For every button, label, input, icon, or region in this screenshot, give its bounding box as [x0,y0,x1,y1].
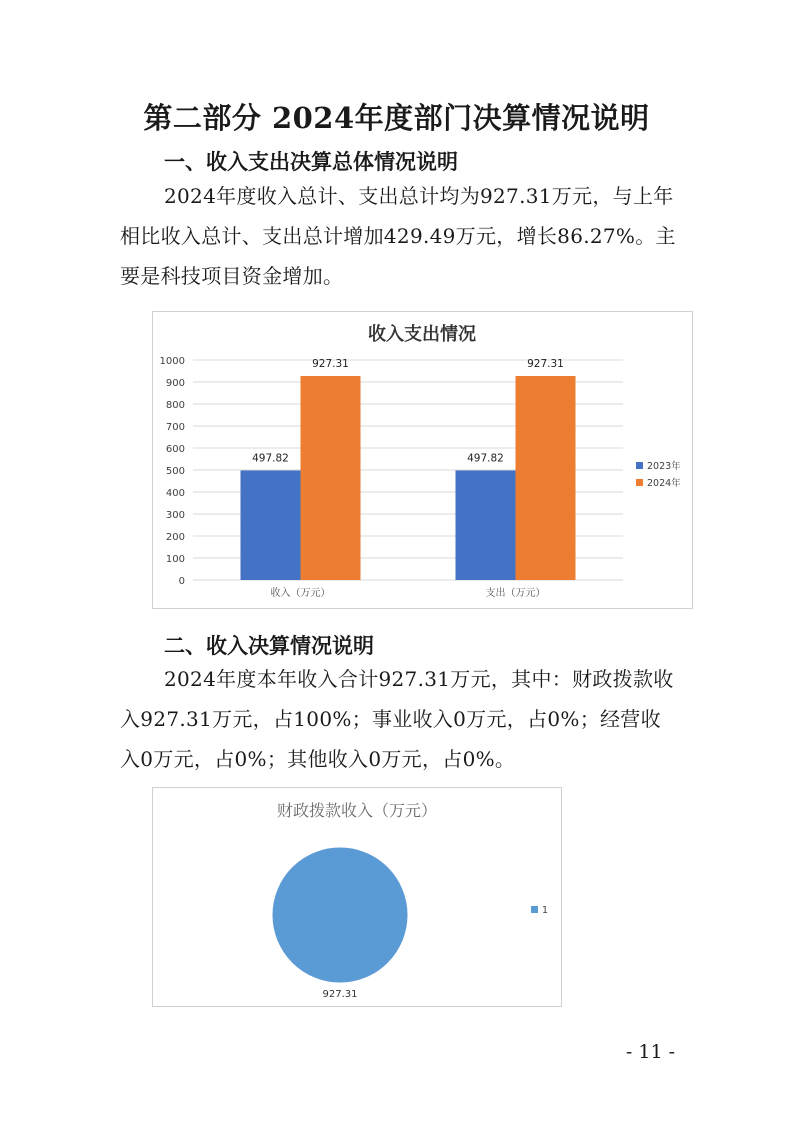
page-number: - 11 - [625,1041,675,1063]
legend-swatch [636,479,643,486]
y-tick-label: 500 [165,466,185,477]
y-tick-label: 700 [165,422,185,433]
pie-slice [272,847,408,983]
income-expense-bar-chart [152,311,693,609]
bar-data-label: 497.82 [467,452,504,465]
bar [516,376,576,580]
y-tick-label: 800 [165,400,185,411]
pie-chart-title: 财政拨款收入（万元） [276,801,438,820]
y-tick-label: 0 [178,576,185,587]
legend-label: 2024年 [647,478,681,489]
x-tick-label: 收入（万元） [270,588,331,599]
y-tick-label: 300 [165,510,185,521]
y-tick-label: 900 [165,378,185,389]
y-tick-label: 600 [165,444,185,455]
legend-label: 2023年 [647,461,681,472]
bar [241,470,301,580]
bar-chart-title: 收入支出情况 [368,324,476,345]
bar [301,376,361,580]
y-tick-label: 1000 [159,356,185,367]
bar-data-label: 927.31 [312,357,349,370]
bar-data-label: 927.31 [527,357,564,370]
pie-chart-svg [153,788,561,1006]
fiscal-income-pie-chart [152,787,562,1007]
legend-label: 1 [542,905,549,916]
x-tick-label: 支出（万元） [485,588,546,599]
y-tick-label: 100 [165,554,185,565]
bar [456,470,516,580]
bar-data-label: 497.82 [252,452,289,465]
page-title: 第二部分 2024年度部门决算情况说明 [143,101,650,135]
y-tick-label: 200 [165,532,185,543]
y-tick-label: 400 [165,488,185,499]
bar-chart-svg [153,312,692,608]
income-paragraph: 2024年度本年收入合计927.31万元，其中：财政拨款收入927.31万元，占100%；事业收入0万元，占0%；经营收入0万元，占0%；其他收入0万元，占0%。 [120,667,674,771]
section-heading-income: 二、收入决算情况说明 [164,634,374,658]
pie-data-label: 927.31 [322,989,358,1000]
legend-swatch [531,906,538,913]
overview-paragraph: 2024年度收入总计、支出总计均为927.31万元，与上年相比收入总计、支出总计增加429.49万元，增长86.27%。主要是科技项目资金增加。 [120,184,676,288]
section-heading-overview: 一、收入支出决算总体情况说明 [164,150,458,174]
legend-swatch [636,462,643,469]
